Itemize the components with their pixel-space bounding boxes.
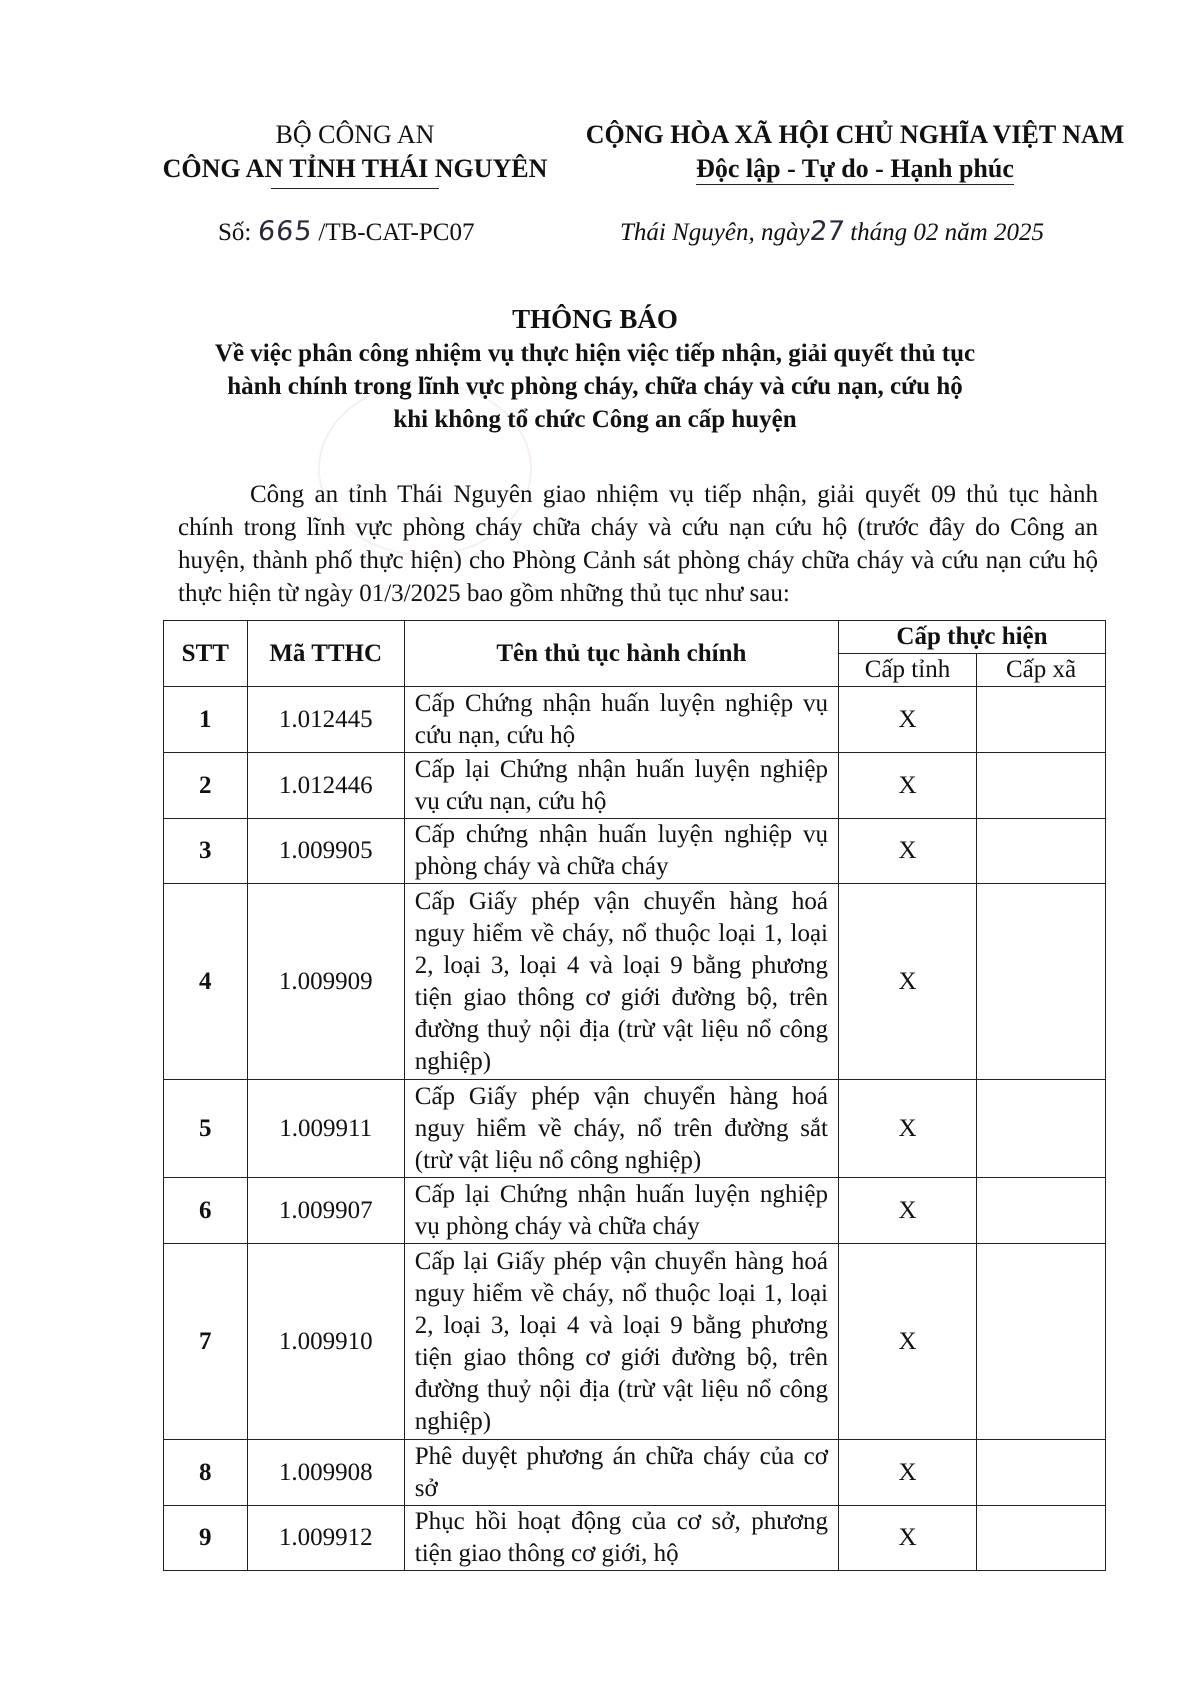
row-commune-mark: [977, 1080, 1106, 1178]
issue-date: [620, 216, 1044, 247]
row-province-mark: X: [838, 687, 976, 753]
doc-number-handwritten: 665: [255, 216, 314, 247]
row-commune-mark: [977, 687, 1106, 753]
table-row: [164, 1506, 1106, 1571]
national-heading: [575, 118, 1135, 186]
row-stt: 6: [164, 1178, 248, 1244]
date-suffix: tháng 02 năm 2025: [850, 219, 1044, 246]
row-procedure-name: Cấp Chứng nhận huấn luyện nghiệp vụ cứu nạn, cứu hộ: [404, 687, 838, 753]
row-commune-mark: [977, 753, 1106, 819]
row-code: 1.012446: [247, 753, 404, 819]
row-province-mark: X: [838, 884, 976, 1080]
row-code: 1.009909: [247, 884, 404, 1080]
row-commune-mark: [977, 819, 1106, 884]
row-procedure-name: Phục hồi hoạt động của cơ sở, phương tiện giao thông cơ giới, hộ: [404, 1506, 838, 1571]
row-commune-mark: [977, 1506, 1106, 1571]
header-procedure-name: Tên thủ tục hành chính: [404, 621, 838, 687]
row-province-mark: X: [838, 819, 976, 884]
national-motto: Độc lập - Tự do - Hạnh phúc: [696, 154, 1014, 183]
ministry-name: BỘ CÔNG AN: [275, 120, 435, 149]
row-code: 1.009907: [247, 1178, 404, 1244]
row-procedure-name: Cấp chứng nhận huấn luyện nghiệp vụ phòng cháy và chữa cháy: [404, 819, 838, 884]
title-line-1: Về việc phân công nhiệm vụ thực hiện việc tiếp nhận, giải quyết thủ tục: [214, 340, 976, 367]
row-province-mark: X: [838, 1506, 976, 1571]
document-title: [150, 303, 1040, 436]
row-code: 1.009911: [247, 1080, 404, 1178]
row-procedure-name: Cấp Giấy phép vận chuyển hàng hoá nguy hiểm về cháy, nổ trên đường sắt (trừ vật liệu nổ công nghiệp): [404, 1080, 838, 1178]
table-row: [164, 884, 1106, 1080]
row-procedure-name: Cấp lại Chứng nhận huấn luyện nghiệp vụ cứu nạn, cứu hộ: [404, 753, 838, 819]
table-row: [164, 1080, 1106, 1178]
table-row: [164, 753, 1106, 819]
row-stt: 2: [164, 753, 248, 819]
row-province-mark: X: [838, 753, 976, 819]
row-stt: 4: [164, 884, 248, 1080]
intro-paragraph: Công an tỉnh Thái Nguyên giao nhiệm vụ tiếp nhận, giải quyết 09 thủ tục hành chính trong lĩnh vực phòng cháy chữa cháy và cứu nạn cứu hộ (trước đây do Công an huyện, thành phố thực hiện) cho Phòng Cảnh sát phòng cháy chữa cháy và cứu nạn cứu hộ thực hiện từ ngày 01/3/2025 bao gồm những thủ tục như sau:: [178, 481, 1098, 607]
header-level: Cấp thực hiện: [838, 621, 1105, 654]
title-main: THÔNG BÁO: [512, 304, 678, 334]
row-stt: 1: [164, 687, 248, 753]
row-commune-mark: [977, 1244, 1106, 1440]
row-stt: 7: [164, 1244, 248, 1440]
row-stt: 9: [164, 1506, 248, 1571]
table-row: [164, 1440, 1106, 1506]
procedures-table: [163, 620, 1106, 1571]
row-commune-mark: [977, 1440, 1106, 1506]
date-day-handwritten: 27: [807, 216, 846, 247]
row-province-mark: X: [838, 1080, 976, 1178]
row-code: 1.009912: [247, 1506, 404, 1571]
header-code: Mã TTHC: [247, 621, 404, 687]
row-code: 1.009905: [247, 819, 404, 884]
table-row: [164, 687, 1106, 753]
table-row: [164, 1244, 1106, 1440]
row-code: 1.012445: [247, 687, 404, 753]
header-commune-level: Cấp xã: [977, 654, 1106, 687]
row-commune-mark: [977, 1178, 1106, 1244]
row-commune-mark: [977, 884, 1106, 1080]
row-code: 1.009908: [247, 1440, 404, 1506]
row-province-mark: X: [838, 1244, 976, 1440]
table-row: [164, 819, 1106, 884]
row-procedure-name: Cấp lại Chứng nhận huấn luyện nghiệp vụ phòng cháy và chữa cháy: [404, 1178, 838, 1244]
row-province-mark: X: [838, 1178, 976, 1244]
row-code: 1.009910: [247, 1244, 404, 1440]
row-stt: 5: [164, 1080, 248, 1178]
doc-number-prefix: Số:: [218, 219, 252, 246]
agency-underline: [271, 188, 439, 189]
row-stt: 3: [164, 819, 248, 884]
header-stt: STT: [164, 621, 248, 687]
issuing-authority: [140, 118, 570, 189]
title-line-2: hành chính trong lĩnh vực phòng cháy, chữa cháy và cứu nạn, cứu hộ: [227, 373, 963, 400]
header-province-level: Cấp tỉnh: [838, 654, 976, 687]
row-stt: 8: [164, 1440, 248, 1506]
row-procedure-name: Phê duyệt phương án chữa cháy của cơ sở: [404, 1440, 838, 1506]
row-procedure-name: Cấp Giấy phép vận chuyển hàng hoá nguy hiểm về cháy, nổ thuộc loại 1, loại 2, loại 3, loại 4 và loại 9 bằng phương tiện giao thông cơ giới đường bộ, trên đường thuỷ nội địa (trừ vật liệu nổ công nghiệp): [404, 884, 838, 1080]
table-body: [164, 687, 1106, 1571]
title-line-3: khi không tổ chức Công an cấp huyện: [393, 406, 797, 433]
table-row: [164, 1178, 1106, 1244]
agency-name: CÔNG AN TỈNH THÁI NGUYÊN: [162, 154, 548, 183]
country-name: CỘNG HÒA XÃ HỘI CHỦ NGHĨA VIỆT NAM: [585, 120, 1125, 149]
doc-number-suffix: /TB-CAT-PC07: [318, 219, 475, 246]
row-province-mark: X: [838, 1440, 976, 1506]
document-number: [218, 216, 474, 247]
date-prefix: Thái Nguyên, ngày: [620, 219, 810, 246]
row-procedure-name: Cấp lại Giấy phép vận chuyển hàng hoá nguy hiểm về cháy, nổ thuộc loại 1, loại 2, loại 3, loại 4 và loại 9 bằng phương tiện giao thông cơ giới đường bộ, trên đường thuỷ nội địa (trừ vật liệu nổ công nghiệp): [404, 1244, 838, 1440]
